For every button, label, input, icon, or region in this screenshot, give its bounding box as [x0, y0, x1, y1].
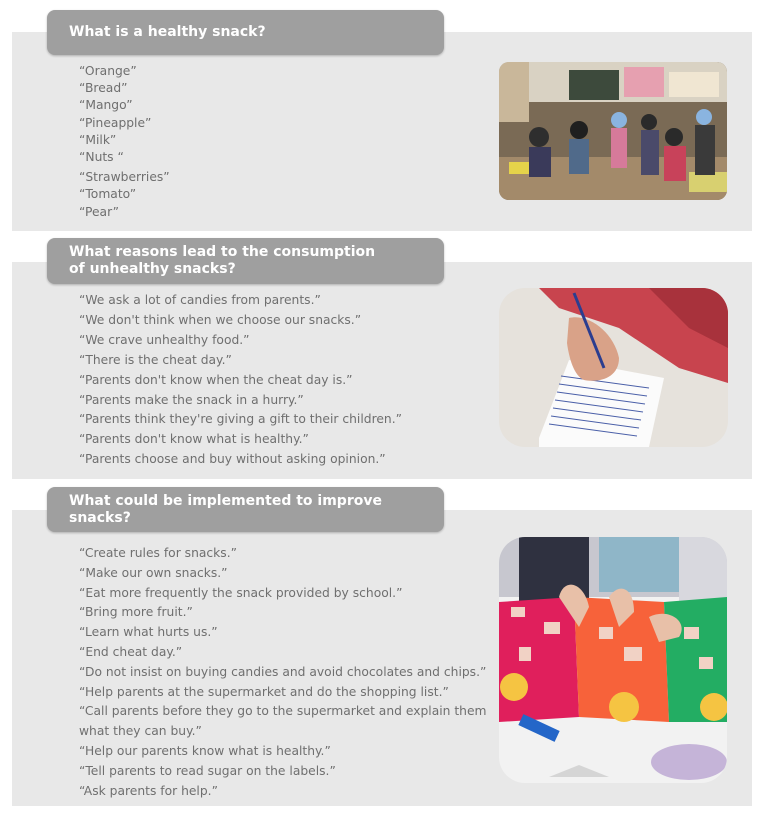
list-item: “Bread” [79, 81, 128, 96]
list-item: “Parents make the snack in a hurry.” [79, 392, 304, 407]
list-item: “Ask parents for help.” [79, 783, 218, 798]
list-item: “Eat more frequently the snack provided by school.” [79, 585, 403, 600]
list-item: “Nuts “ [79, 150, 124, 165]
list-item: “Parents choose and buy without asking opinion.” [79, 452, 386, 467]
section-1-list [79, 63, 170, 221]
list-item: “Tell parents to read sugar on the labels.” [79, 763, 336, 778]
list-item: “End cheat day.” [79, 644, 183, 659]
list-item: “Call parents before they go to the supermarket and explain them what they can buy.” [79, 704, 487, 739]
writing-photo [499, 288, 728, 447]
section-2-list [79, 291, 402, 470]
list-item: “Milk” [79, 132, 117, 147]
list-item: “Mango” [79, 98, 133, 113]
list-item: “Help our parents know what is healthy.” [79, 743, 331, 758]
list-item: “There is the cheat day.” [79, 352, 232, 367]
collage-photo [499, 537, 727, 783]
section-3-title [47, 487, 444, 532]
list-item: “Do not insist on buying candies and avoid chocolates and chips.” [79, 664, 487, 679]
list-item: “We crave unhealthy food.” [79, 332, 250, 347]
section-2-title [47, 238, 444, 284]
section-3-title-text: What could be implemented to improve snacks? [69, 492, 382, 526]
list-item: “Make our own snacks.” [79, 565, 228, 580]
list-item: “Learn what hurts us.” [79, 625, 218, 640]
list-item: “Pear” [79, 204, 120, 219]
list-item: “Parents don't know when the cheat day is.” [79, 372, 353, 387]
section-1-title [47, 10, 444, 55]
list-item: “Help parents at the supermarket and do the shopping list.” [79, 684, 449, 699]
list-item: “Pineapple” [79, 115, 152, 130]
section-1-title-text: What is a healthy snack? [69, 24, 266, 40]
list-item: “Parents don't know what is healthy.” [79, 432, 309, 447]
section-3-list [79, 544, 489, 801]
list-item: “Bring more fruit.” [79, 605, 193, 620]
list-item: “Tomato” [79, 187, 137, 202]
list-item: “We don't think when we choose our snacks.” [79, 312, 362, 327]
writing-photo-drawing [499, 288, 728, 447]
list-item: “Parents think they're giving a gift to their children.” [79, 412, 402, 427]
section-2-title-text: What reasons lead to the consumption of unhealthy snacks? [69, 244, 376, 277]
list-item: “Strawberries” [79, 170, 170, 185]
classroom-photo [499, 62, 727, 200]
list-item: “Orange” [79, 64, 137, 78]
list-item: “Create rules for snacks.” [79, 546, 237, 560]
list-item: “We ask a lot of candies from parents.” [79, 293, 321, 307]
collage-photo-drawing [499, 537, 727, 783]
classroom-photo-drawing [499, 62, 727, 200]
